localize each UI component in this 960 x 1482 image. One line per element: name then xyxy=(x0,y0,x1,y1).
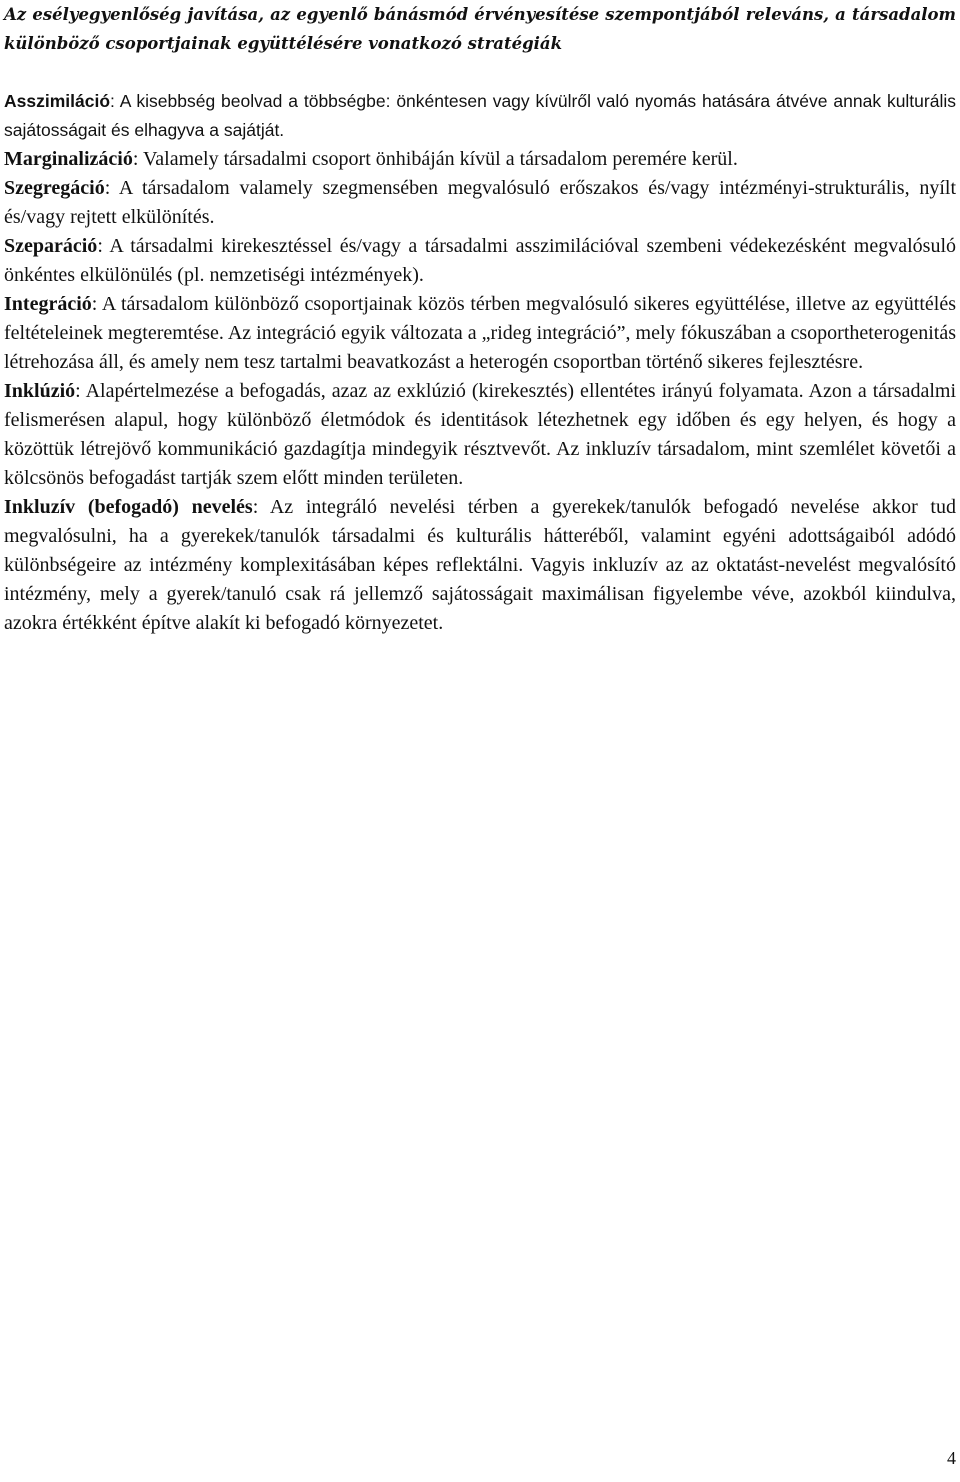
section-heading: Az esélyegyenlőség javítása, az egyenlő bánásmód érvényesítése szempontjából releváns, a társadalom különböző csoportjainak együttélésére vonatkozó stratégiák xyxy=(4,5,956,53)
definition-text: : A kisebbség beolvad a többségbe: önkéntesen vagy kívülről való nyomás hatására átvéve annak kulturális sajátosságait és elhagyva a sajátját. xyxy=(4,91,956,140)
definition-text: : A társadalom különböző csoportjainak közös térben megvalósuló sikeres együttélése, illetve az együttélés feltételeinek megteremtése. Az integráció egyik változata a „rideg integráció”, mely fókuszában a csoportheterogenitás létrehozása áll, és amely nem tesz tartalmi beavatkozást a heterogén csoportban történő sikeres fejlesztésre. xyxy=(4,293,956,373)
definition-marginalizacio xyxy=(4,145,956,174)
definition-text: : A társadalmi kirekesztéssel és/vagy a társadalmi asszimilációval szembeni védekezésként megvalósuló önkéntes elkülönülés (pl. nemzetiségi intézmények). xyxy=(4,235,956,286)
definition-asszimilacio xyxy=(4,87,956,145)
definition-term: Marginalizáció xyxy=(4,148,133,170)
definition-term: Szegregáció xyxy=(4,177,105,199)
definition-text: : Valamely társadalmi csoport önhibáján kívül a társadalom peremére kerül. xyxy=(132,148,738,170)
definition-term: Asszimiláció xyxy=(4,91,111,111)
document-page xyxy=(4,0,956,638)
definition-integracio xyxy=(4,290,956,377)
definition-term: Integráció xyxy=(4,293,92,315)
definition-text: : Alapértelmezése a befogadás, azaz az exklúzió (kirekesztés) ellentétes irányú folyamata. Azon a társadalmi felismerésen alapul, hogy különböző életmódok és identitások létezhetnek egy időben és egy helyen, és hogy a közöttük létrejövő kommunikáció gazdagítja mindegyik résztvevőt. Az inkluzív társadalom, mint szemlélet követői a kölcsönös befogadást tartják szem előtt minden területen. xyxy=(4,380,956,489)
definition-text: : A társadalom valamely szegmensében megvalósuló erőszakos és/vagy intézményi-strukturális, nyílt és/vagy rejtett elkülönítés. xyxy=(4,177,956,228)
definition-term: Inkluzív (befogadó) nevelés xyxy=(4,496,253,518)
definition-term: Szeparáció xyxy=(4,235,98,257)
definition-szegregacio xyxy=(4,174,956,232)
spacer xyxy=(4,58,956,87)
definition-szeparacio xyxy=(4,232,956,290)
definition-inkluzio xyxy=(4,377,956,493)
page-number: 4 xyxy=(947,1448,956,1468)
definition-inkluziv-neveles xyxy=(4,493,956,638)
definition-text: : Az integráló nevelési térben a gyerekek/tanulók befogadó nevelése akkor tud megvalósulni, ha a gyerekek/tanulók társadalmi és kulturális hátteréből, valamint egyéni adottságaiból adódó különbségeire az intézmény komplexitásában képes reflektálni. Vagyis inkluzív az az oktatást-nevelést megvalósító intézmény, mely a gyerek/tanuló csak rá jellemző sajátosságait maximálisan figyelembe véve, azokból kiindulva, azokra értékként építve alakít ki befogadó környezetet. xyxy=(4,496,956,634)
definition-term: Inklúzió xyxy=(4,380,76,402)
